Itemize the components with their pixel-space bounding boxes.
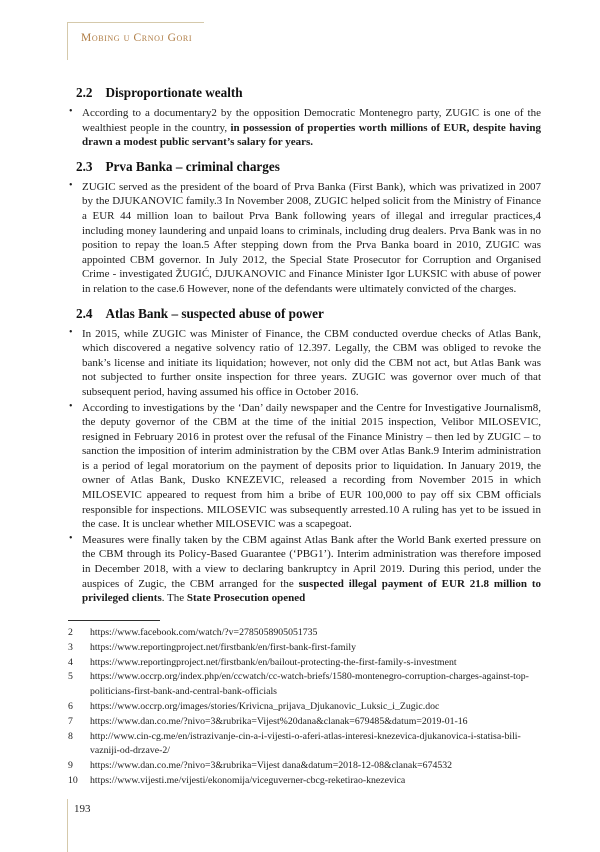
section-heading — [76, 159, 541, 175]
paragraph-text: According to investigations by the ‘Dan’ daily newspaper and the Centre for Investigative Journalism8, the deputy governor of the CBM at the time of the initial 2015 inspection, Velibor MILOSEVIC, resigned in February 2016 in protest over the refusal of the Finance Ministry – then led by ZUGIC – to sanction the imposition of interim administration by the CBM over Atlas Bank.9 Interim administration is a period of legal moratorium on the payment of deposits prior to liquidation. In January 2019, the owner of Atlas Bank, Dusko KNEZEVIC, released a recording from November 2015 in which MILOSEVIC appeared to request from him a bribe of EUR 100,000 to pay off six CBM officials responsible for inspections. MILOSEVIC was subsequently arrested.10 A ruling has yet to be issued in the case. It is unclear whether MILOSEVIC was a scapegoat. — [82, 401, 541, 531]
paragraph-text: According to a documentary2 by the opposition Democratic Montenegro party, ZUGIC is one of the wealthiest people in the country, in possession of properties worth millions of EUR, despite having drawn a modest public servant’s salary for years. — [82, 107, 541, 149]
paragraph-text: In 2015, while ZUGIC was Minister of Finance, the CBM conducted overdue checks of Atlas Bank, which discovered a negative solvency ratio of 12.397. Legally, the CBM was obliged to revoke the bank’s license and initiate its liquidation; however, not only did the CBM not act, but Atlas Bank was not subjected to further onsite inspection for three years. ZUGIC was governor over much of that subsequent period, having assumed his office in October 2016. — [82, 327, 541, 398]
footnote — [68, 759, 541, 774]
section-number: 2.4 — [76, 305, 93, 321]
section-number: 2.3 — [76, 158, 93, 174]
footnote-url: https://www.dan.co.me/?nivo=3&rubrika=Vijest%20dana&clanak=679485&datum=2019-01-16 — [90, 715, 468, 727]
footnote-number: 10 — [68, 774, 78, 786]
bullet-marker: • — [69, 179, 73, 191]
footnote-url: https://www.vijesti.me/vijesti/ekonomija/viceguverner-cbcg-reketirao-knezevica — [90, 774, 406, 786]
bullet-paragraph — [68, 327, 541, 400]
footnote-number: 3 — [68, 641, 73, 653]
footnote-number: 5 — [68, 671, 73, 683]
paragraph-text: Measures were finally taken by the CBM against Atlas Bank after the World Bank exerted pressure on the CBM through its Policy-Based Guarantee (‘PBG1’). Interim administration was therefore imposed in December 2018, with a view to declaring bankruptcy in April 2019. During this period, under the auspices of Zugic, the CBM arranged for the suspected illegal payment of EUR 21.8 million to privileged clients. The State Prosecution opened — [82, 533, 541, 605]
bullet-paragraph — [68, 180, 541, 297]
footnote — [68, 641, 541, 656]
section-disproportionate-wealth — [68, 85, 541, 150]
footnote-number: 6 — [68, 700, 73, 712]
footnote — [68, 715, 541, 730]
footnote — [68, 730, 541, 760]
footnote — [68, 700, 541, 715]
footnote-number: 4 — [68, 656, 73, 668]
bullet-marker: • — [69, 106, 73, 117]
section-heading — [76, 85, 541, 101]
paragraph-text: ZUGIC served as the president of the board of Prva Banka (First Bank), which was privatized in 2007 by the DJUKANOVIC family.3 In November 2008, ZUGIC helped solicit from the Ministry of Finance a EUR 44 million loan to bailout Prva Bank following years of illegal and irregular practices,4 including money laundering and unpaid loans to criminals, including drug dealers. Prva Bank was in no position to repay the loan.5 After stepping down from the Prva Banka board in 2010, ZUGIC was appointed CBM governor. In July 2012, the Special State Prosecutor for Corruption and Organised Crime - investigated ŽUGIĆ, DJUKANOVIC and Finance Minister Igor LUKSIC with abuse of power in relation to the case.6 However, none of the defendants were ultimately convicted of the charges. — [82, 180, 541, 295]
section-heading — [76, 306, 541, 322]
footnote-separator — [68, 620, 160, 621]
bullet-paragraph — [68, 401, 541, 532]
footnote-url: https://www.occrp.org/index.php/en/ccwatch/cc-watch-briefs/1580-montenegro-corruption-charges-against-top-politicians-first-bank-and-central-bank-officials — [90, 671, 529, 698]
bullet-paragraph — [68, 533, 541, 606]
footnote-url: https://www.facebook.com/watch/?v=2785058905051735 — [90, 627, 318, 638]
footnotes-block — [68, 620, 541, 789]
footnote-url: https://www.reportingproject.net/firstbank/en/bailout-protecting-the-first-family-s-investment — [90, 656, 457, 668]
section-title: Prva Banka – criminal charges — [105, 158, 280, 174]
document-body — [68, 85, 541, 607]
section-prva-banka — [68, 159, 541, 297]
footnote-url: https://www.occrp.org/images/stories/Krivicna_prijava_Djukanovic_Luksic_i_Zugic.doc — [90, 700, 440, 712]
bullet-marker: • — [69, 532, 73, 544]
footnote-number: 9 — [68, 760, 73, 772]
section-atlas-bank — [68, 306, 541, 606]
header-corner-frame — [67, 22, 204, 60]
footnote-number: 8 — [68, 730, 73, 742]
footnote-url: http://www.cin-cg.me/en/istrazivanje-cin-a-i-vijesti-o-aferi-atlas-interesi-knezevica-djukanovica-i-statisa-bili-vazniji-od-drzave-2/ — [90, 730, 521, 757]
section-number: 2.2 — [76, 85, 93, 100]
footnote-number: 7 — [68, 715, 73, 727]
running-header-title: Mobing u Crnoj Gori — [81, 32, 193, 44]
footnote-url: https://www.reportingproject.net/firstbank/en/first-bank-first-family — [90, 641, 356, 653]
footnote — [68, 774, 541, 789]
page-number: 193 — [74, 803, 91, 815]
footnote-url: https://www.dan.co.me/?nivo=3&rubrika=Vijest dana&datum=2018-12-08&clanak=674532 — [90, 760, 453, 772]
bullet-paragraph — [68, 106, 541, 150]
footnote-number: 2 — [68, 627, 73, 638]
footer-rule — [67, 799, 68, 852]
bullet-marker: • — [69, 326, 73, 338]
bullet-marker: • — [69, 400, 73, 412]
footnote — [68, 670, 541, 700]
section-title: Atlas Bank – suspected abuse of power — [105, 305, 324, 321]
footnote — [68, 656, 541, 671]
section-title: Disproportionate wealth — [105, 85, 243, 100]
footnote — [68, 626, 541, 641]
